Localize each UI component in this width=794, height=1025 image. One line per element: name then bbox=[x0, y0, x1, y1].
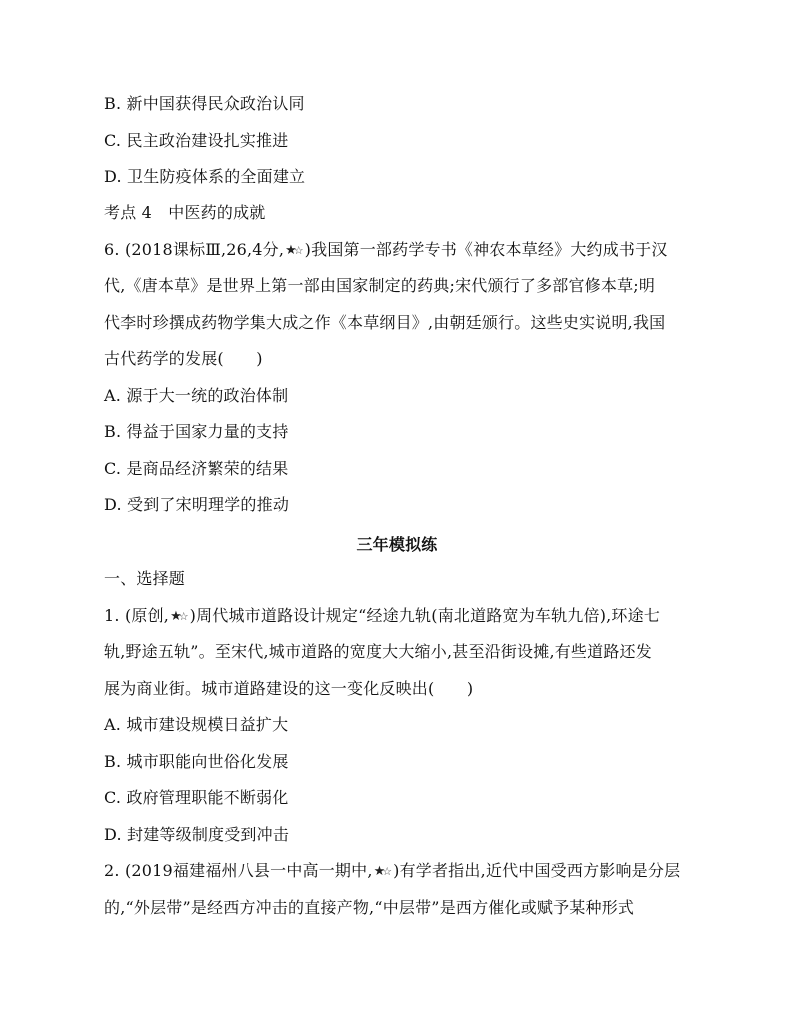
q5-option-d: D. 卫生防疫体系的全面建立 bbox=[104, 167, 306, 186]
q5-option-b: B. 新中国获得民众政治认同 bbox=[104, 94, 305, 113]
q6-stem-line-1 bbox=[104, 240, 704, 261]
q2-stem-line-1 bbox=[104, 861, 704, 882]
q1-option-a: A. 城市建设规模日益扩大 bbox=[104, 715, 289, 734]
q6-stem-line-4: 古代药学的发展( ) bbox=[104, 349, 263, 368]
difficulty-star-icon: ★☆ bbox=[373, 864, 390, 879]
q6-stem-line-3: 代李时珍撰成药物学集大成之作《本草纲目》,由朝廷颁行。这些史实说明,我国 bbox=[104, 313, 666, 332]
q1-stem-line-2: 轨,野途五轨”。至宋代,城市道路的宽度大大缩小,甚至沿街设摊,有些道路还发 bbox=[104, 642, 652, 661]
q1-stem-line-3: 展为商业街。城市道路建设的这一变化反映出( ) bbox=[104, 679, 474, 698]
q6-option-b: B. 得益于国家力量的支持 bbox=[104, 422, 289, 441]
q1-source: 1. (原创, bbox=[104, 606, 170, 625]
q2-stem-text: )有学者指出,近代中国受西方影响是分层 bbox=[393, 861, 681, 880]
q6-option-d: D. 受到了宋明理学的推动 bbox=[104, 495, 290, 514]
q1-option-d: D. 封建等级制度受到冲击 bbox=[104, 825, 290, 844]
q2-source: 2. (2019福建福州八县一中高一期中, bbox=[104, 861, 373, 880]
difficulty-star-icon: ★☆ bbox=[285, 243, 301, 258]
q6-stem-text: )我国第一部药学专书《神农本草经》大约成书于汉 bbox=[304, 240, 668, 259]
q1-stem-text: )周代城市道路设计规定“经途九轨(南北道路宽为车轨九倍),环途七 bbox=[189, 606, 661, 625]
q1-stem-line-1 bbox=[104, 606, 704, 627]
practice-title: 三年模拟练 bbox=[356, 535, 438, 554]
q5-option-c: C. 民主政治建设扎实推进 bbox=[104, 131, 289, 150]
difficulty-star-icon: ★☆ bbox=[170, 609, 186, 624]
q6-option-a: A. 源于大一统的政治体制 bbox=[104, 386, 289, 405]
q6-stem-line-2: 代,《唐本草》是世界上第一部由国家制定的药典;宋代颁行了多部官修本草;明 bbox=[104, 276, 656, 295]
q6-source: 6. (2018课标Ⅲ,26,4分, bbox=[104, 240, 285, 259]
q2-stem-line-2: 的,“外层带”是经西方冲击的直接产物,“中层带”是西方催化或赋予某种形式 bbox=[104, 898, 635, 917]
section-heading: 考点 4 中医药的成就 bbox=[104, 203, 266, 222]
q6-option-c: C. 是商品经济繁荣的结果 bbox=[104, 459, 289, 478]
q1-option-c: C. 政府管理职能不断弱化 bbox=[104, 788, 289, 807]
q1-option-b: B. 城市职能向世俗化发展 bbox=[104, 752, 289, 771]
practice-subtitle: 一、选择题 bbox=[104, 569, 186, 588]
